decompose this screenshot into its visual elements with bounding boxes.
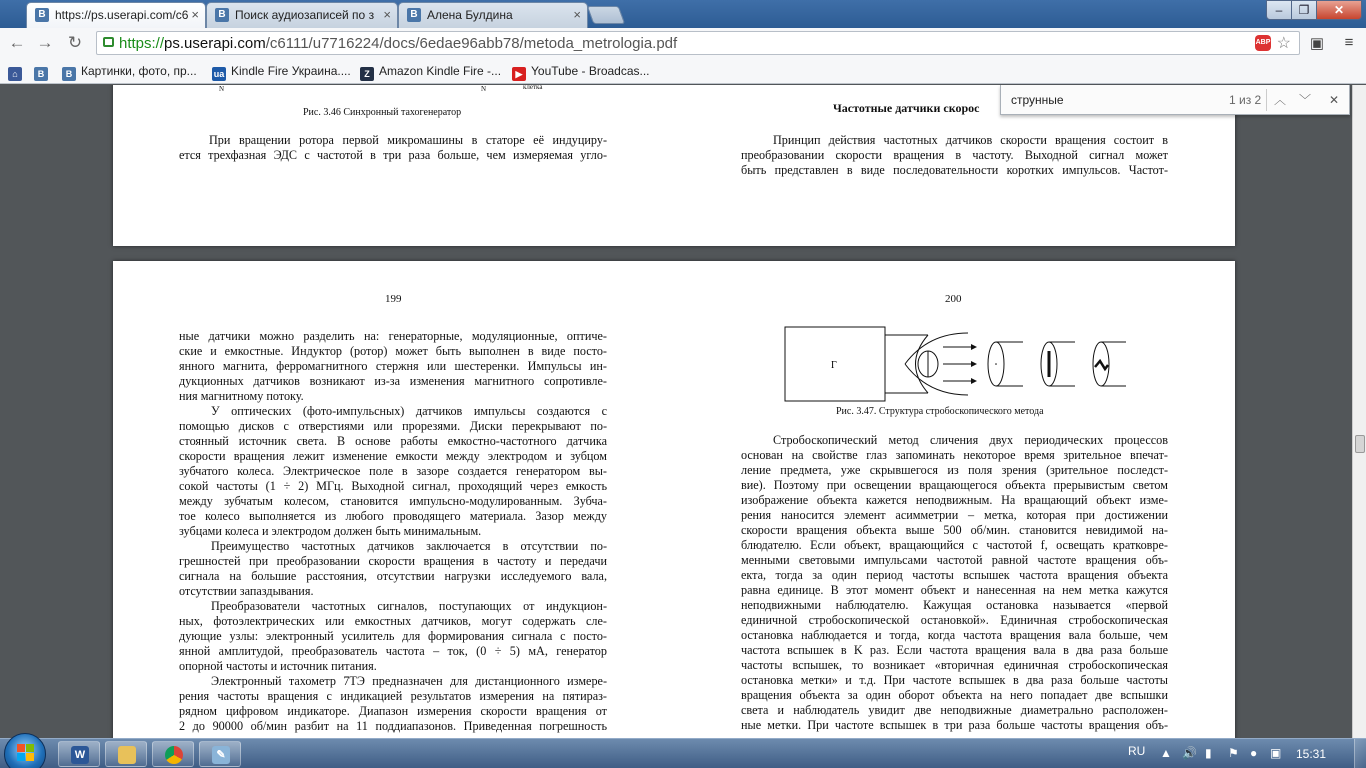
tab-audio-search[interactable]	[206, 2, 398, 28]
text-line: Преимущество частотных датчиков заключается в отсутствии по-	[211, 539, 607, 553]
new-tab-button[interactable]	[587, 6, 626, 24]
text-line: сигнала на большие расстояния, отсутствии нагрузки исследуемого вала,	[179, 569, 607, 583]
text-line: ские и емкостные. Индуктор (ротор) может быть выполнен в виде посто-	[179, 344, 607, 358]
page-number-200: 200	[945, 293, 962, 305]
text-line: Электронный тахометр 7ТЭ предназначен для дистанционного измере-	[211, 674, 607, 688]
text-line: У оптических (фото-импульсных) датчиков импульсы создаются с	[211, 404, 607, 418]
find-input[interactable]	[1003, 88, 1265, 112]
chrome-icon	[165, 746, 183, 764]
figure-caption: Рис. 3.46 Синхронный тахогенератор	[303, 107, 462, 118]
text-line: Преобразователи частотных сигналов, поступающих от индукцион-	[211, 599, 607, 613]
text-line: менными световыми импульсами частотой равной частоте вращения объ-	[741, 553, 1168, 567]
text-line: ные метки. При частоте вспышек в три раза больше частоты вращения объ-	[741, 718, 1168, 732]
vk-icon: B	[34, 67, 48, 81]
text-line: тое колесо выполняется из любого проводящего материала. Зазор между	[179, 509, 607, 523]
text-line: янного магнита, ферромагнитного стержня или шестеренки. Импульсы ин-	[179, 359, 607, 373]
section-heading: Частотные датчики скорос	[833, 101, 980, 115]
text-line: рения наносится элемент асимметрии – метка, которая при достижении	[741, 508, 1168, 522]
youtube-icon: ▶	[512, 67, 526, 81]
app-tray-icon[interactable]: ●	[1250, 746, 1258, 760]
text-line: вие). Поэтому при освещении вращающегося объекта прерывистым светом	[741, 478, 1168, 492]
page-scrollbar[interactable]	[1352, 85, 1366, 738]
menu-icon[interactable]: ≡	[1344, 34, 1354, 51]
text-line: грешностей при преобразовании скорости вращения в частоту и передачи	[179, 554, 607, 568]
adblock-icon[interactable]: ABP	[1255, 35, 1271, 51]
star-icon[interactable]: ☆	[1276, 35, 1291, 52]
paint-icon: ✎	[212, 746, 230, 764]
pdf-viewer[interactable]	[0, 85, 1366, 738]
text-line: основан на свойстве глаз запоминать некоторое время зрительное впечат-	[741, 448, 1168, 462]
browser-toolbar	[0, 28, 1366, 58]
text-line: света и наблюдатель увидит две неподвижные диаметрально расположен-	[741, 703, 1168, 717]
vk-icon: B	[62, 67, 76, 81]
text-line: зубчатого колеса. Электрическое поле в зазоре создается генератором вы-	[179, 464, 607, 478]
clock[interactable]: 15:31	[1296, 747, 1327, 761]
lock-icon	[103, 37, 114, 47]
taskbar-word[interactable]	[58, 741, 100, 767]
text-line: зубцами колеса и электродом должен быть минимальным.	[179, 524, 482, 538]
taskbar-paint[interactable]	[199, 741, 241, 767]
taskbar-explorer[interactable]	[105, 741, 147, 767]
find-close-button[interactable]: ✕	[1328, 93, 1340, 107]
forward-button[interactable]: →	[36, 33, 54, 52]
text-line: остановка наблюдается и тогда, когда частота вращения вала больше, чем	[741, 628, 1168, 642]
text-line: равна единице. В этот момент объект и нанесенная на нем метка кажутся	[741, 583, 1168, 597]
text-line: При вращении ротора первой микромашины в статоре её индуциру-	[209, 133, 607, 147]
back-button[interactable]: ←	[8, 33, 26, 52]
taskbar-chrome[interactable]	[152, 741, 194, 767]
text-line: неподвижными наблюдателю. Кажущая остановка называется «первой	[741, 598, 1168, 612]
maximize-button[interactable]: ❐	[1291, 0, 1317, 20]
ua-icon: ua	[213, 69, 225, 79]
taskbar	[0, 738, 1366, 768]
text-line: отсутствии запаздывания.	[179, 584, 314, 598]
tab-title: Поиск аудиозаписей по з	[235, 8, 375, 22]
text-line: янной амплитудой, преобразователь частота – ток, (0 ÷ 5) мА, генератор	[179, 644, 607, 658]
text-line: ление предмета, уже скрывшегося из поля зрения (зрительное последст-	[741, 463, 1168, 477]
text-line: опорной частоты и источник питания.	[179, 659, 377, 673]
tab-title: https://ps.userapi.com/c6	[55, 8, 189, 22]
url-text: https://ps.userapi.com/c6111/u7716224/docs/6edae96abb78/metoda_metrologia.pdf	[119, 35, 678, 52]
text-line: блюдателю. Если объект, вращающийся с частотой f, освещать кратковре-	[741, 538, 1168, 552]
find-match-count: 1 из 2	[1229, 93, 1262, 107]
reload-button[interactable]: ↻	[67, 33, 83, 52]
figure-fragment: N	[481, 85, 487, 93]
text-line: между зубчатым колесом, становится импульсно-модулированным. Зубча-	[179, 494, 607, 508]
bookmark-kindle-ua[interactable]: ua Kindle Fire Украина....	[213, 64, 351, 79]
tab-pdf[interactable]	[26, 2, 206, 29]
stroboscope-diagram	[783, 323, 1128, 413]
network-icon[interactable]: ▮	[1205, 746, 1212, 760]
bookmark-amazon[interactable]: Z Amazon Kindle Fire -...	[360, 62, 501, 80]
folder-icon	[118, 746, 136, 764]
scrollbar-thumb[interactable]	[1355, 435, 1365, 453]
text-line: частота вспышек в K раз. Если частота вращения вала в два раза больше	[741, 643, 1168, 657]
bookmark-youtube[interactable]: ▶ YouTube - Broadcas...	[512, 62, 650, 80]
text-line: быть представлен в виде последовательности коротких импульсов. Частот-	[741, 163, 1168, 177]
generator-label: Г	[831, 360, 837, 371]
text-line: помощью дисков с отверстиями или прорезями. Диски перекрывают по-	[179, 419, 607, 433]
text-line: 2 до 90000 об/мин разбит на 11 поддиапазонов. Приведенная погрешность	[179, 719, 607, 733]
text-line: рения частоты вращения с индикацией результатов измерения на пятираз-	[179, 689, 607, 703]
text-line: стоянный источник света. В основе работы емкостно-частотного датчика	[179, 434, 607, 448]
tray-expand-icon[interactable]: ▲	[1160, 746, 1172, 760]
apps-icon: ⌂	[8, 67, 22, 81]
text-line: ные датчики можно разделить на: генераторные, модуляционные, оптиче-	[179, 329, 607, 343]
minimize-button[interactable]: –	[1266, 0, 1292, 20]
text-line: ния магнитному потоку.	[179, 389, 304, 403]
tab-profile[interactable]	[398, 2, 588, 28]
bookmark-apps[interactable]	[8, 62, 27, 80]
text-line: рядном цифровом индикаторе. Диапазон измерения скорости вращения от	[179, 704, 607, 718]
battery-icon[interactable]: ▣	[1270, 746, 1282, 760]
text-line: вращения объекта за один оборот объекта на него попадает две вспышки	[741, 688, 1168, 702]
word-icon: W	[71, 746, 89, 764]
bookmark-vk[interactable]	[34, 62, 53, 80]
vk-icon: B	[215, 8, 229, 22]
tab-strip	[0, 0, 1366, 28]
text-line: дующие узлы: электронный усилитель для формирования сигнала с посто-	[179, 629, 607, 643]
close-tab-icon[interactable]: ×	[383, 7, 391, 22]
pdf-page-current	[113, 261, 1235, 738]
text-line: скорости вращения объекта выше 500 об/мин. становится невидимой на-	[741, 523, 1168, 537]
text-line: скорости вращения лежит изменение емкости между электродом и зубцом	[179, 449, 607, 463]
vk-icon: B	[35, 8, 49, 22]
vk-icon: B	[407, 8, 421, 22]
extension-icon[interactable]: ▣	[1309, 35, 1325, 52]
text-line: ных, фотоэлектрических или емкостных датчиков, могут содержать сле-	[179, 614, 607, 628]
text-line: остановка метки» и т.д. При частоте вспышек в два раза больше частоты	[741, 673, 1168, 687]
text-line: преобразовании скорости вращения в частоту. Выходной сигнал может	[741, 148, 1168, 162]
start-button[interactable]	[4, 733, 46, 768]
amazon-icon: Z	[360, 67, 374, 81]
show-desktop-button[interactable]	[1354, 739, 1366, 768]
text-line: изображение объекта кажется неподвижным. На вращающий объект изме-	[741, 493, 1168, 507]
text-line: ется трехфазная ЭДС с частотой в три раза больше, чем измеряемая угло-	[179, 148, 607, 162]
find-previous-button[interactable]: ︿	[1273, 93, 1286, 107]
text-line: единичной стробоскопической остановкой». Единичная стробоскопическая	[741, 613, 1168, 627]
bookmark-pictures[interactable]: B Картинки, фото, пр...	[62, 62, 197, 80]
figure-caption-347: Рис. 3.47. Структура стробоскопического метода	[836, 406, 1044, 417]
figure-fragment: клетка	[523, 85, 543, 91]
find-next-button[interactable]: ﹀	[1298, 93, 1311, 107]
tab-title: Алена Булдина	[427, 8, 513, 22]
text-line: Принцип действия частотных датчиков скорости вращения состоит в	[773, 133, 1168, 147]
close-tab-icon[interactable]: ×	[191, 7, 199, 22]
text-line: Стробоскопический метод сличения двух периодических процессов	[773, 433, 1168, 447]
find-separator	[1266, 89, 1267, 111]
text-line: дукционных датчиков возникают из-за изменения магнитного сопротивле-	[179, 374, 607, 388]
text-line: частоты вспышек, то возникает «вторичная единичная стробоскопическая	[741, 658, 1168, 672]
language-indicator[interactable]: RU	[1128, 744, 1146, 758]
find-bar	[1000, 85, 1350, 115]
bookmarks-bar	[0, 58, 1366, 84]
close-tab-icon[interactable]: ×	[573, 7, 581, 22]
text-line: екта, тогда за один период частоты вспышек частота вращения объекта	[741, 568, 1168, 582]
windows-logo-icon	[17, 744, 35, 762]
page-number-199: 199	[385, 293, 402, 305]
window-close-button[interactable]: ✕	[1316, 0, 1362, 20]
text-line: сокой частоты (1 ÷ 2) МГц. Выходной сигнал, проходящий через емкость	[179, 479, 607, 493]
volume-icon[interactable]: 🔊	[1182, 746, 1197, 760]
figure-fragment: N	[219, 85, 225, 93]
flag-icon[interactable]: ⚑	[1228, 746, 1239, 760]
address-bar[interactable]	[96, 31, 1300, 55]
